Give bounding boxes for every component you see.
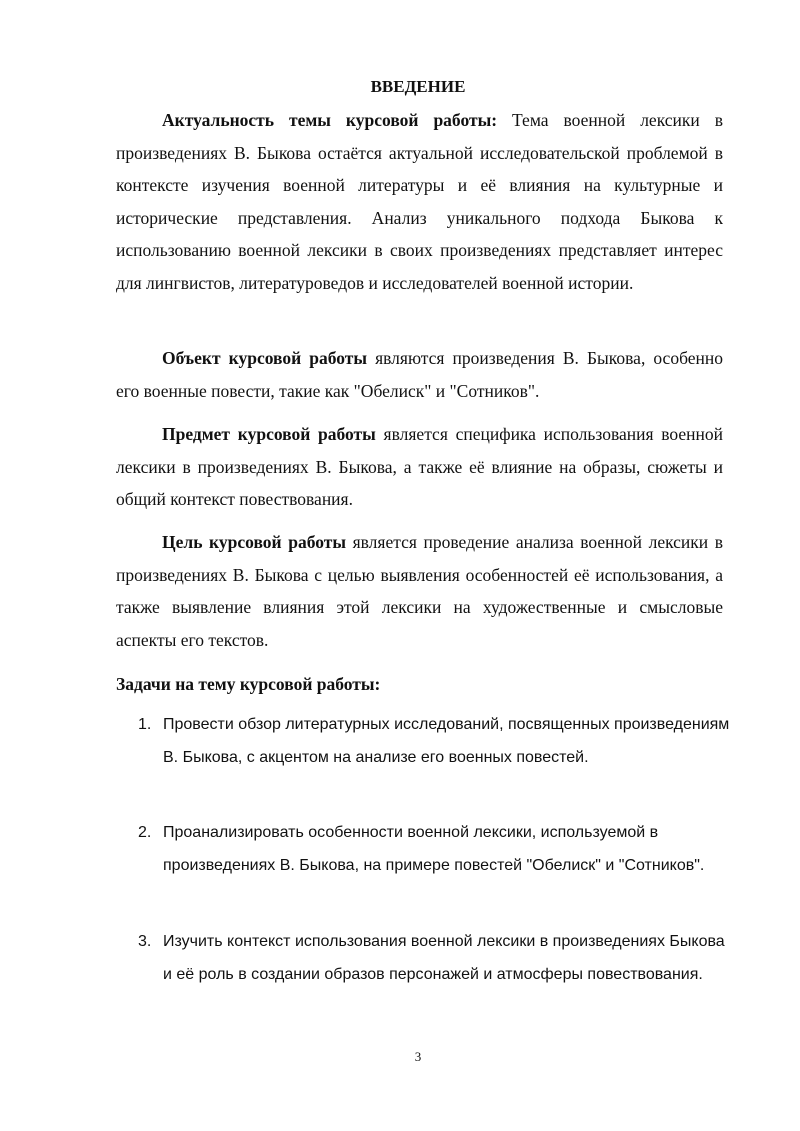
paragraph-lead: Предмет курсовой работы (162, 424, 376, 444)
paragraph-text: является проведение анализа военной лексики в произведениях В. Быкова с целью выявления особенностей её использования, а также выявление влияния этой лексики на художественные и смысловые аспекты его текстов. (116, 532, 724, 650)
paragraph-text: Тема военной лексики в произведениях В. Быкова остаётся актуальной исследовательской проблемой в контексте изучения военной литературы и её влияния на культурные и исторические представления. Анализ уникального подхода Быкова к использованию военной лексики в своих произведениях представляет интерес для лингвистов, литературоведов и исследователей военной истории. (116, 110, 723, 293)
list-item-number: 2. (138, 824, 152, 841)
list-item-text: Провести обзор литературных исследований, посвященных произведениям В. Быкова, с акцентом на анализе его военных повестей. (163, 716, 730, 766)
list-item-text: Изучить контекст использования военной лексики в произведениях Быкова и её роль в создании образов персонажей и атмосферы повествования. (163, 933, 725, 983)
paragraph-lead: Актуальность темы курсовой работы: (162, 110, 498, 130)
page-title: ВВЕДЕНИЕ (370, 77, 466, 96)
paragraph-lead: Цель курсовой работы (162, 532, 346, 552)
paragraph-goal (116, 526, 723, 656)
list-item-text: Проанализировать особенности военной лексики, используемой в произведениях В. Быкова, на примере повестей "Обелиск" и "Сотников". (163, 824, 705, 874)
tasks-heading: Задачи на тему курсовой работы: (116, 674, 381, 694)
paragraph-object (116, 342, 723, 407)
paragraph-subject (116, 418, 723, 516)
page-number: 3 (414, 1049, 422, 1064)
list-item-number: 1. (138, 716, 152, 733)
paragraph-text: являются произведения В. Быкова, особенно его военные повести, такие как "Обелиск" и "Сотников". (116, 348, 723, 401)
paragraph-lead: Объект курсовой работы (162, 348, 368, 368)
list-item-number: 3. (138, 933, 152, 950)
paragraph-relevance (116, 104, 723, 300)
paragraph-text: является специфика использования военной лексики в произведениях В. Быкова, а также её влияние на образы, сюжеты и общий контекст повествования. (116, 424, 723, 510)
